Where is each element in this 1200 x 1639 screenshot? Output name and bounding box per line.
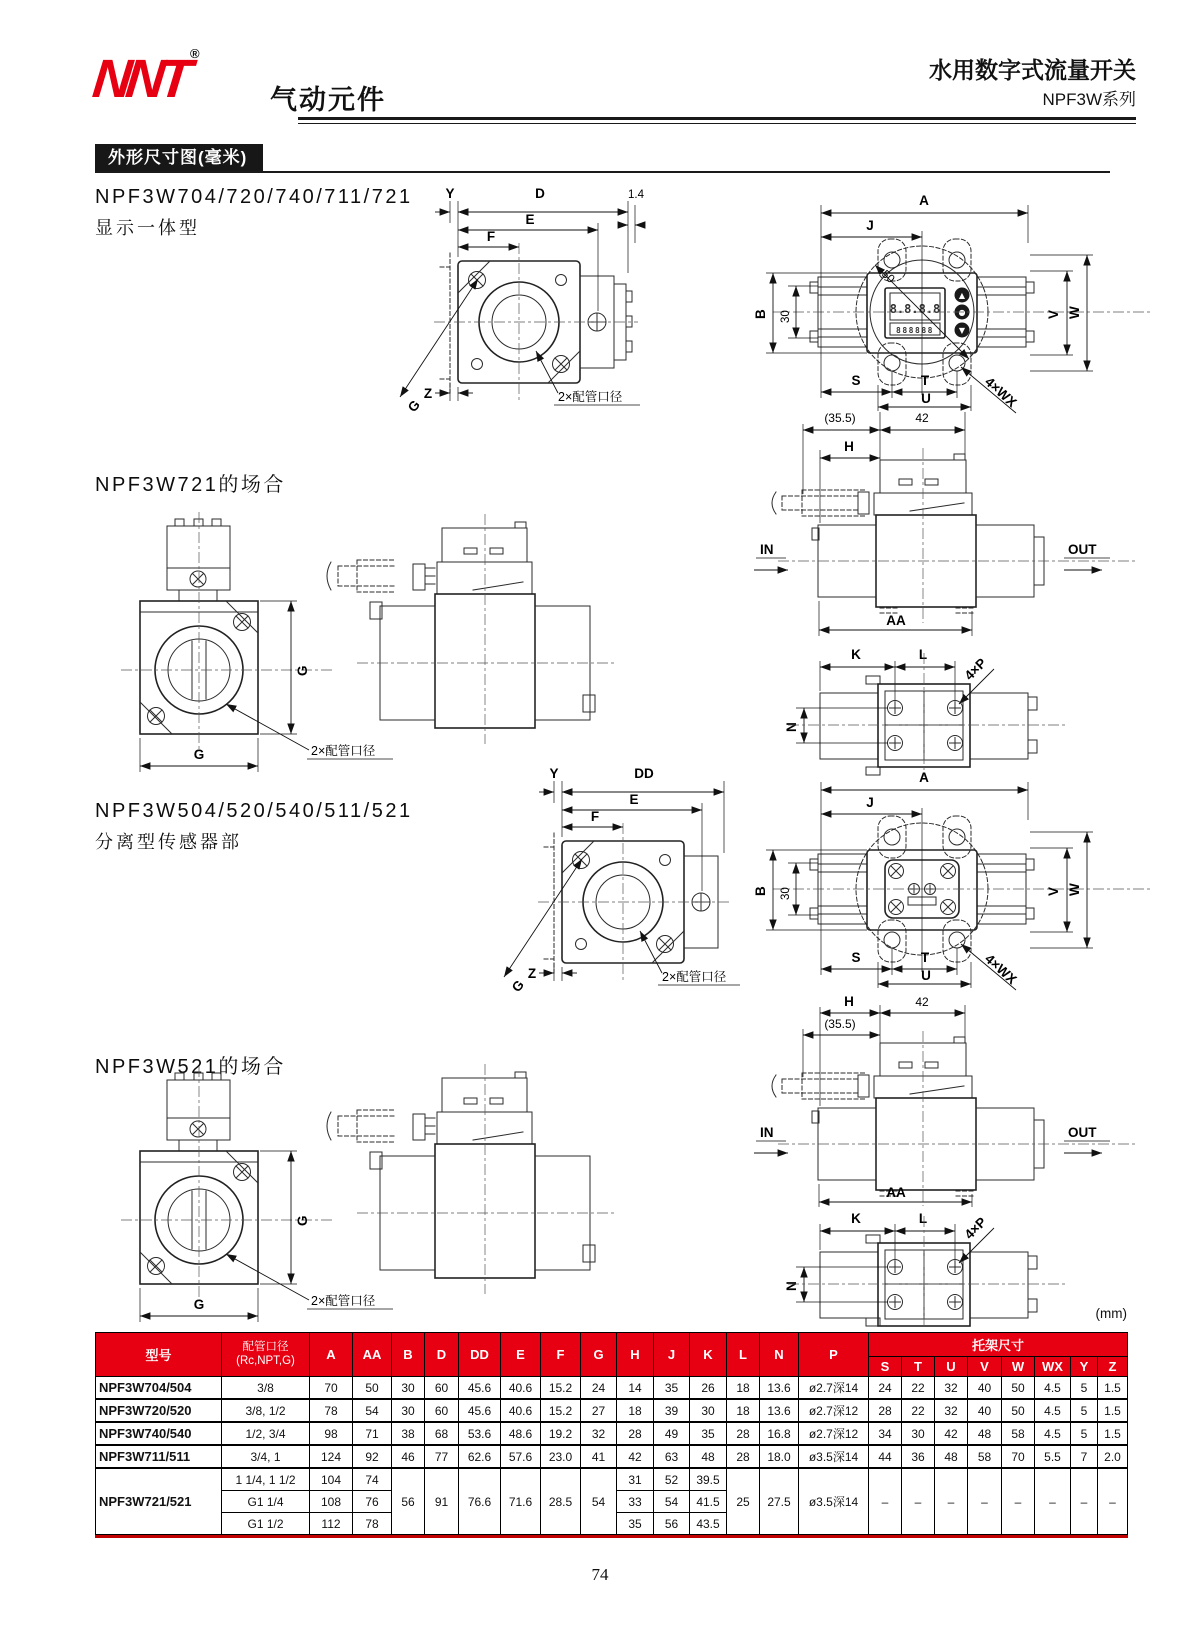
cell-value: 1.5 bbox=[1098, 1399, 1128, 1422]
dim-label-l: L bbox=[918, 1212, 928, 1226]
col-header-n: N bbox=[760, 1333, 799, 1377]
cell-value: 46 bbox=[392, 1445, 425, 1468]
cell-value: 24 bbox=[869, 1377, 902, 1400]
cell-value: 78 bbox=[310, 1399, 353, 1422]
col-header-s: S bbox=[869, 1357, 902, 1377]
cell-value: 28 bbox=[617, 1422, 654, 1445]
cell-value: 24 bbox=[581, 1377, 617, 1400]
dim-label-50: 50 bbox=[878, 268, 897, 286]
flow-in-label: IN bbox=[760, 1125, 774, 1140]
cell-model: NPF3W704/504 bbox=[96, 1377, 222, 1400]
dim-label-u: U bbox=[921, 968, 931, 983]
cell-value: 35 bbox=[654, 1377, 690, 1400]
dim-label-j: J bbox=[866, 218, 874, 233]
flow-out-label: OUT bbox=[1068, 1125, 1097, 1140]
cell-value: 22 bbox=[902, 1377, 935, 1400]
cell-value: 50 bbox=[353, 1377, 392, 1400]
flow-in-label: IN bbox=[760, 542, 774, 557]
cell-value: 48.6 bbox=[501, 1422, 541, 1445]
cell-value: 41 bbox=[581, 1445, 617, 1468]
cell-value: ø2.7深12 bbox=[799, 1399, 869, 1422]
dim-label-e: E bbox=[629, 792, 639, 807]
logo-nnt-text: NNT bbox=[89, 49, 190, 109]
cell-port: 3/4, 1 bbox=[222, 1445, 310, 1468]
dim-label-z: Z bbox=[527, 966, 537, 981]
cell-value: 40 bbox=[968, 1399, 1002, 1422]
cell-value: 39.5 bbox=[690, 1468, 727, 1491]
dim-label-g: G bbox=[404, 397, 424, 415]
set-glyph: ● bbox=[958, 308, 966, 317]
dimension-table bbox=[95, 1332, 1128, 1538]
dim-label-z: Z bbox=[423, 386, 433, 401]
cell-value: 50 bbox=[1002, 1377, 1035, 1400]
cell-value: 28 bbox=[727, 1445, 760, 1468]
cell-value: 98 bbox=[310, 1422, 353, 1445]
cell-value: 5 bbox=[1071, 1399, 1098, 1422]
col-header-d: D bbox=[425, 1333, 459, 1377]
cell-value: 18 bbox=[617, 1399, 654, 1422]
dim-label-l: L bbox=[918, 647, 928, 662]
cell-value: 34 bbox=[869, 1422, 902, 1445]
cell-value: 13.6 bbox=[760, 1377, 799, 1400]
dim-label-4wx: 4×WX bbox=[981, 951, 1020, 988]
cell-value: 31 bbox=[617, 1468, 654, 1491]
col-header-v: V bbox=[968, 1357, 1002, 1377]
display-sub-digits: 888888 bbox=[896, 326, 934, 335]
dim-label-g-horiz: G bbox=[193, 747, 205, 762]
dim-label-y: Y bbox=[445, 186, 455, 201]
col-header-port bbox=[222, 1333, 310, 1377]
section2-title: NPF3W721的场合 bbox=[95, 474, 286, 496]
cell-value: 56 bbox=[392, 1468, 425, 1535]
cell-value: 62.6 bbox=[459, 1445, 501, 1468]
cell-dash: – bbox=[902, 1468, 935, 1535]
dim-label-h: H bbox=[844, 995, 854, 1009]
cell-value: 112 bbox=[310, 1513, 353, 1535]
dim-label-aa: AA bbox=[886, 613, 906, 628]
cell-value: 5.5 bbox=[1035, 1445, 1071, 1468]
section3-models: NPF3W504/520/540/511/521 bbox=[95, 800, 413, 822]
section4-title: NPF3W521的场合 bbox=[95, 1056, 286, 1078]
cell-value: 30 bbox=[392, 1399, 425, 1422]
cell-value: 19.2 bbox=[541, 1422, 581, 1445]
cell-value: 1.5 bbox=[1098, 1422, 1128, 1445]
port-size-note: 2×配管口径 bbox=[311, 1294, 376, 1308]
dim-label-aa: AA bbox=[886, 1185, 906, 1200]
cell-value: 76 bbox=[353, 1491, 392, 1513]
cell-value: 4.5 bbox=[1035, 1399, 1071, 1422]
drawing-separated-top-view bbox=[718, 760, 1193, 995]
cell-value: 28 bbox=[869, 1399, 902, 1422]
cell-value: ø3.5深14 bbox=[799, 1468, 869, 1535]
cell-dash: – bbox=[1098, 1468, 1128, 1535]
col-header-k: K bbox=[690, 1333, 727, 1377]
col-header-f: F bbox=[541, 1333, 581, 1377]
cell-model: NPF3W740/540 bbox=[96, 1422, 222, 1445]
cell-value: 49 bbox=[654, 1422, 690, 1445]
cell-value: 23.0 bbox=[541, 1445, 581, 1468]
col-header-g: G bbox=[581, 1333, 617, 1377]
dim-label-w: W bbox=[1067, 883, 1082, 896]
drawing-integrated-front-view bbox=[388, 183, 653, 423]
cell-model: NPF3W721/521 bbox=[96, 1468, 222, 1535]
col-header-h: H bbox=[617, 1333, 654, 1377]
section3-type: 分离型传感器部 bbox=[95, 832, 242, 852]
cell-value: 35 bbox=[617, 1513, 654, 1535]
cell-value: 4.5 bbox=[1035, 1377, 1071, 1400]
cell-port: G1 1/4 bbox=[222, 1491, 310, 1513]
cell-value: 92 bbox=[353, 1445, 392, 1468]
col-header-j: J bbox=[654, 1333, 690, 1377]
cell-port: 3/8, 1/2 bbox=[222, 1399, 310, 1422]
dim-label-s: S bbox=[851, 373, 861, 388]
cell-value: 18 bbox=[727, 1399, 760, 1422]
dim-label-30: 30 bbox=[780, 310, 792, 323]
cell-value: 40.6 bbox=[501, 1399, 541, 1422]
dim-label-a: A bbox=[919, 770, 929, 785]
cell-value: ø2.7深14 bbox=[799, 1377, 869, 1400]
cell-value: 56 bbox=[654, 1513, 690, 1535]
col-header-b: B bbox=[392, 1333, 425, 1377]
cell-model: NPF3W711/511 bbox=[96, 1445, 222, 1468]
cell-value: 71.6 bbox=[501, 1468, 541, 1535]
cell-port: 1 1/4, 1 1/2 bbox=[222, 1468, 310, 1491]
cell-value: 70 bbox=[310, 1377, 353, 1400]
dim-label-4p: 4×P bbox=[961, 1214, 990, 1243]
cell-value: 63 bbox=[654, 1445, 690, 1468]
series-label: NPF3W系列 bbox=[1042, 90, 1136, 109]
cell-value: 33 bbox=[617, 1491, 654, 1513]
col-header-aa: AA bbox=[353, 1333, 392, 1377]
drawing-npf3w721-views bbox=[95, 498, 660, 780]
cell-value: 38 bbox=[392, 1422, 425, 1445]
cell-value: 15.2 bbox=[541, 1377, 581, 1400]
dim-label-f: F bbox=[590, 809, 600, 824]
cell-value: 30 bbox=[902, 1422, 935, 1445]
col-header-dd: DD bbox=[459, 1333, 501, 1377]
table-row bbox=[96, 1377, 1128, 1400]
cell-model: NPF3W720/520 bbox=[96, 1399, 222, 1422]
drawing-integrated-top-view bbox=[718, 183, 1193, 418]
col-header-port-line1: 配管口径 bbox=[242, 1341, 289, 1354]
cell-value: 124 bbox=[310, 1445, 353, 1468]
cell-value: 2.0 bbox=[1098, 1445, 1128, 1468]
cell-value: 30 bbox=[690, 1399, 727, 1422]
dim-label-k: K bbox=[851, 647, 861, 662]
col-header-p: P bbox=[799, 1333, 869, 1377]
cell-dash: – bbox=[869, 1468, 902, 1535]
cell-value: 5 bbox=[1071, 1377, 1098, 1400]
flow-out-label: OUT bbox=[1068, 542, 1097, 557]
cell-dash: – bbox=[968, 1468, 1002, 1535]
col-header-w: W bbox=[1002, 1357, 1035, 1377]
port-size-note: 2×配管口径 bbox=[558, 390, 623, 404]
col-header-a: A bbox=[310, 1333, 353, 1377]
cell-value: 45.6 bbox=[459, 1399, 501, 1422]
port-size-note: 2×配管口径 bbox=[662, 970, 727, 984]
cell-value: 71 bbox=[353, 1422, 392, 1445]
dim-label-v: V bbox=[1046, 309, 1061, 319]
dim-label-k: K bbox=[851, 1212, 861, 1226]
dim-label-y: Y bbox=[549, 766, 559, 781]
cell-value: 52 bbox=[654, 1468, 690, 1491]
cell-value: 18.0 bbox=[760, 1445, 799, 1468]
col-header-t: T bbox=[902, 1357, 935, 1377]
table-bottom-rule bbox=[95, 1535, 1128, 1538]
dim-label-g: G bbox=[508, 977, 528, 995]
table-row bbox=[96, 1445, 1128, 1468]
cell-value: 27.5 bbox=[760, 1468, 799, 1535]
dim-label-g-vert: G bbox=[295, 1215, 310, 1226]
col-header-y: Y bbox=[1071, 1357, 1098, 1377]
cell-value: 44 bbox=[869, 1445, 902, 1468]
col-header-model: 型号 bbox=[96, 1333, 222, 1377]
dim-label-355: (35.5) bbox=[824, 1017, 856, 1031]
section-bar-rule bbox=[95, 144, 1110, 173]
table-header-row bbox=[96, 1333, 1128, 1357]
dim-label-w: W bbox=[1067, 306, 1082, 319]
drawing-separated-side-view bbox=[718, 995, 1193, 1210]
cell-value: 32 bbox=[935, 1377, 968, 1400]
dim-label-dd: DD bbox=[634, 766, 654, 781]
dim-label-42: 42 bbox=[915, 411, 929, 425]
cell-value: 70 bbox=[1002, 1445, 1035, 1468]
drawing-separated-front-view bbox=[492, 763, 742, 1008]
cell-value: 32 bbox=[581, 1422, 617, 1445]
dim-label-t: T bbox=[920, 373, 930, 388]
cell-value: 26 bbox=[690, 1377, 727, 1400]
cell-port: 1/2, 3/4 bbox=[222, 1422, 310, 1445]
section1-models: NPF3W704/720/740/711/721 bbox=[95, 186, 413, 208]
display-main-digits: 8.8.8.8 bbox=[889, 302, 941, 316]
port-size-note: 2×配管口径 bbox=[311, 744, 376, 758]
cell-value: 16.8 bbox=[760, 1422, 799, 1445]
brand-logo bbox=[89, 46, 200, 110]
dim-label-d: D bbox=[535, 186, 545, 201]
cell-value: 76.6 bbox=[459, 1468, 501, 1535]
table-row bbox=[96, 1422, 1128, 1445]
dim-label-30: 30 bbox=[780, 887, 792, 900]
cell-value: 25 bbox=[727, 1468, 760, 1535]
cell-value: 22 bbox=[902, 1399, 935, 1422]
col-header-wx: WX bbox=[1035, 1357, 1071, 1377]
cell-value: 41.5 bbox=[690, 1491, 727, 1513]
dim-label-355: (35.5) bbox=[824, 411, 856, 425]
cell-value: 39 bbox=[654, 1399, 690, 1422]
cell-value: 48 bbox=[690, 1445, 727, 1468]
cell-value: 4.5 bbox=[1035, 1422, 1071, 1445]
dim-label-t: T bbox=[920, 950, 930, 965]
cell-value: 28.5 bbox=[541, 1468, 581, 1535]
product-title: 水用数字式流量开关 bbox=[929, 57, 1136, 83]
cell-value: 14 bbox=[617, 1377, 654, 1400]
cell-value: 48 bbox=[968, 1422, 1002, 1445]
dim-label-e: E bbox=[525, 212, 535, 227]
cell-value: 45.6 bbox=[459, 1377, 501, 1400]
cell-value: 43.5 bbox=[690, 1513, 727, 1535]
cell-value: 1.5 bbox=[1098, 1377, 1128, 1400]
cell-value: 30 bbox=[392, 1377, 425, 1400]
division-label: 气动元件 bbox=[270, 85, 386, 115]
dim-label-b: B bbox=[753, 309, 768, 319]
cell-port: 3/8 bbox=[222, 1377, 310, 1400]
cell-value: ø2.7深12 bbox=[799, 1422, 869, 1445]
cell-value: 28 bbox=[727, 1422, 760, 1445]
cell-value: 42 bbox=[617, 1445, 654, 1468]
cell-value: 77 bbox=[425, 1445, 459, 1468]
cell-value: 104 bbox=[310, 1468, 353, 1491]
cell-value: 91 bbox=[425, 1468, 459, 1535]
cell-value: 48 bbox=[935, 1445, 968, 1468]
table-row bbox=[96, 1399, 1128, 1422]
cell-value: 54 bbox=[654, 1491, 690, 1513]
dim-label-4wx: 4×WX bbox=[981, 374, 1020, 411]
cell-value: 7 bbox=[1071, 1445, 1098, 1468]
cell-value: 78 bbox=[353, 1513, 392, 1535]
cell-value: 54 bbox=[353, 1399, 392, 1422]
cell-value: ø3.5深14 bbox=[799, 1445, 869, 1468]
header-rule bbox=[298, 117, 1136, 124]
cell-value: 57.6 bbox=[501, 1445, 541, 1468]
cell-value: 15.2 bbox=[541, 1399, 581, 1422]
col-group-bracket: 托架尺寸 bbox=[869, 1333, 1128, 1357]
dim-label-h: H bbox=[844, 439, 854, 454]
cell-value: 5 bbox=[1071, 1422, 1098, 1445]
table-row bbox=[96, 1468, 1128, 1491]
cell-value: 40.6 bbox=[501, 1377, 541, 1400]
cell-value: 36 bbox=[902, 1445, 935, 1468]
dim-label-g-horiz: G bbox=[193, 1297, 205, 1312]
dim-label-4p: 4×P bbox=[961, 655, 990, 684]
section-bar: 外形尺寸图(毫米) bbox=[95, 144, 263, 171]
cell-value: 58 bbox=[1002, 1422, 1035, 1445]
cell-value: 32 bbox=[935, 1399, 968, 1422]
cell-value: 68 bbox=[425, 1422, 459, 1445]
cell-value: 27 bbox=[581, 1399, 617, 1422]
col-header-e: E bbox=[501, 1333, 541, 1377]
cell-value: 50 bbox=[1002, 1399, 1035, 1422]
dim-label-g-vert: G bbox=[295, 665, 310, 676]
col-header-l: L bbox=[727, 1333, 760, 1377]
col-header-z: Z bbox=[1098, 1357, 1128, 1377]
up-arrow-glyph: ▲ bbox=[958, 291, 966, 300]
dim-label-n: N bbox=[784, 722, 799, 732]
cell-value: 60 bbox=[425, 1399, 459, 1422]
dim-label-u: U bbox=[921, 391, 931, 406]
cell-dash: – bbox=[935, 1468, 968, 1535]
dim-label-s: S bbox=[851, 950, 861, 965]
dim-label-n: N bbox=[784, 1281, 799, 1291]
cell-value: 35 bbox=[690, 1422, 727, 1445]
dim-label-1-4: 1.4 bbox=[628, 189, 644, 201]
cell-value: 60 bbox=[425, 1377, 459, 1400]
cell-value: 58 bbox=[968, 1445, 1002, 1468]
cell-port: G1 1/2 bbox=[222, 1513, 310, 1535]
cell-value: 53.6 bbox=[459, 1422, 501, 1445]
dim-label-b: B bbox=[753, 886, 768, 896]
cell-value: 18 bbox=[727, 1377, 760, 1400]
dim-label-a: A bbox=[919, 193, 929, 208]
cell-dash: – bbox=[1035, 1468, 1071, 1535]
cell-value: 13.6 bbox=[760, 1399, 799, 1422]
cell-value: 40 bbox=[968, 1377, 1002, 1400]
dim-label-f: F bbox=[486, 229, 496, 244]
cell-value: 54 bbox=[581, 1468, 617, 1535]
cell-dash: – bbox=[1071, 1468, 1098, 1535]
cell-dash: – bbox=[1002, 1468, 1035, 1535]
page-number: 74 bbox=[591, 1565, 609, 1584]
dim-label-42: 42 bbox=[915, 995, 929, 1009]
cell-value: 108 bbox=[310, 1491, 353, 1513]
down-arrow-glyph: ▼ bbox=[958, 326, 966, 335]
cell-value: 42 bbox=[935, 1422, 968, 1445]
col-header-port-line2: (Rc,NPT,G) bbox=[236, 1354, 295, 1367]
registered-mark-icon: ® bbox=[189, 46, 200, 61]
dim-label-j: J bbox=[866, 795, 874, 810]
drawing-integrated-side-view bbox=[718, 398, 1193, 646]
dim-label-v: V bbox=[1046, 886, 1061, 896]
col-header-u: U bbox=[935, 1357, 968, 1377]
section1-type: 显示一体型 bbox=[95, 218, 200, 238]
cell-value: 74 bbox=[353, 1468, 392, 1491]
drawing-npf3w521-views bbox=[95, 1048, 660, 1330]
units-note: (mm) bbox=[1095, 1306, 1127, 1321]
